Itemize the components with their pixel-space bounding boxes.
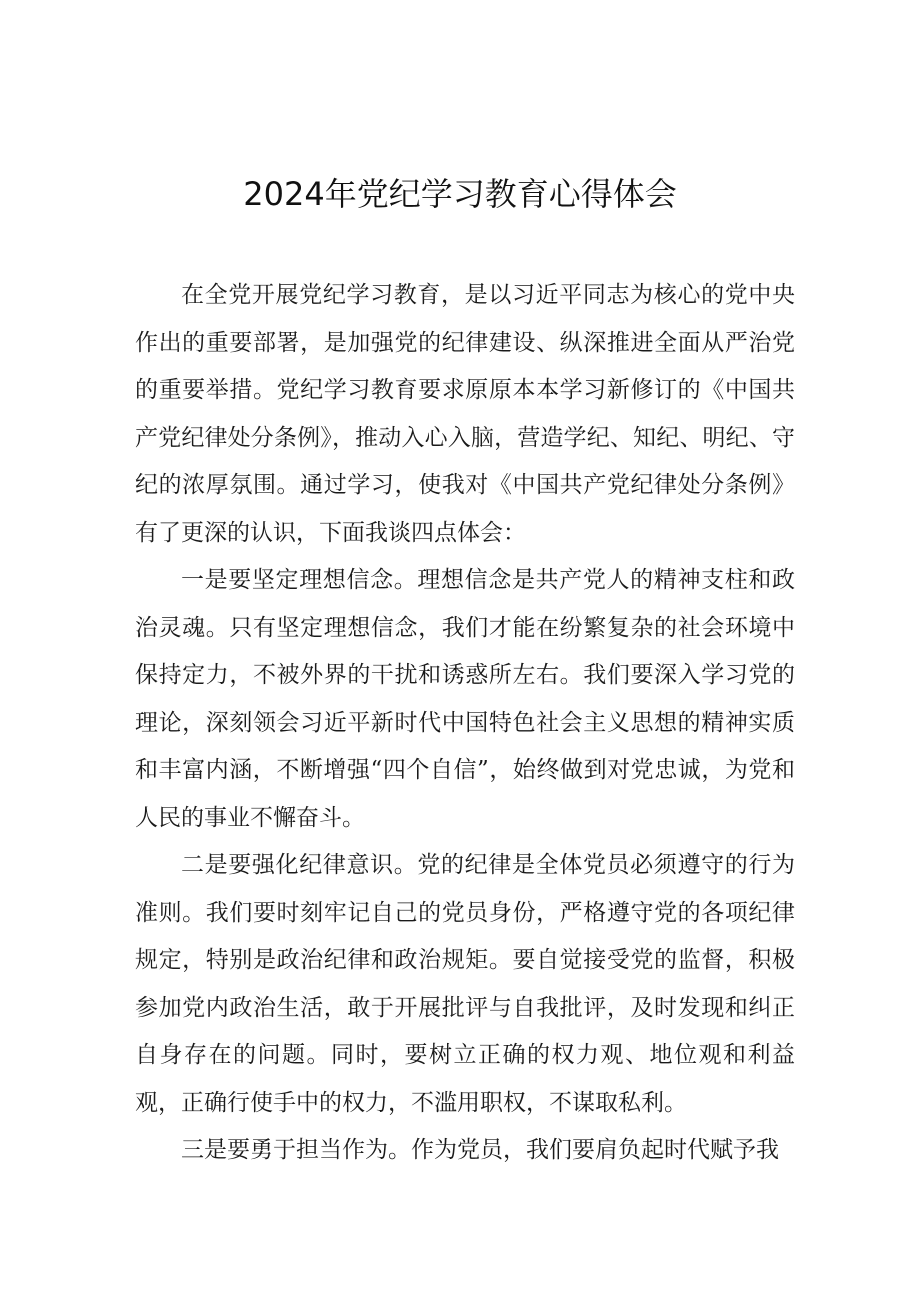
paragraph-point-two: 二是要强化纪律意识。党的纪律是全体党员必须遵守的行为准则。我们要时刻牢记自己的党员身份，严格遵守党的各项纪律规定，特别是政治纪律和政治规矩。要自觉接受党的监督，积极参加党内政治生活，敢于开展批评与自我批评，及时发现和纠正自身存在的问题。同时，要树立正确的权力观、地位观和利益观，正确行使手中的权力，不滥用职权，不谋取私利。 bbox=[135, 852, 795, 1116]
paragraph-point-one: 一是要坚定理想信念。理想信念是共产党人的精神支柱和政治灵魂。只有坚定理想信念，我们才能在纷繁复杂的社会环境中保持定力，不被外界的干扰和诱惑所左右。我们要深入学习党的理论，深刻领会习近平新时代中国特色社会主义思想的精神实质和丰富内涵，不断增强“四个自信”，始终做到对党忠诚，为党和人民的事业不懈奋斗。 bbox=[135, 567, 795, 831]
paragraph-point-three: 三是要勇于担当作为。作为党员，我们要肩负起时代赋予我 bbox=[181, 1137, 779, 1163]
document-body bbox=[135, 272, 795, 1175]
paragraph-intro: 在全党开展党纪学习教育，是以习近平同志为核心的党中央作出的重要部署，是加强党的纪律建设、纵深推进全面从严治党的重要举措。党纪学习教育要求原原本本学习新修订的《中国共产党纪律处分条例》，推动入心入脑，营造学纪、知纪、明纪、守纪的浓厚氛围。通过学习，使我对《中国共产党纪律处分条例》有了更深的认识，下面我谈四点体会： bbox=[135, 282, 795, 546]
document-title: 2024年党纪学习教育心得体会 bbox=[243, 175, 677, 213]
